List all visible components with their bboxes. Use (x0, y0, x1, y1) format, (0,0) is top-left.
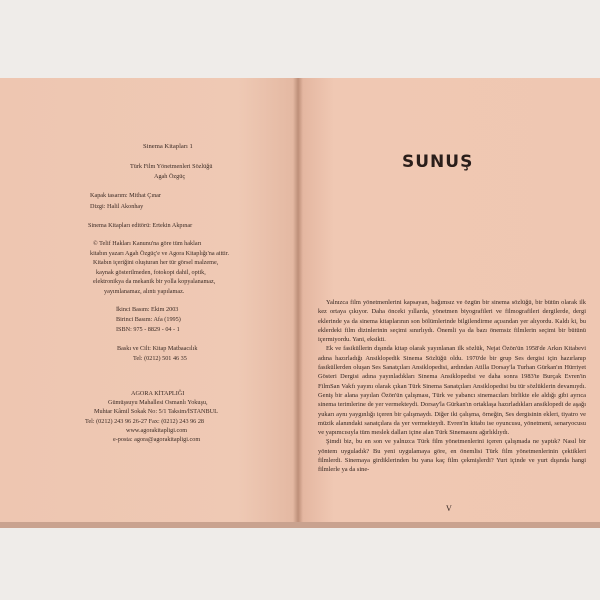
copyright-line: kitabın yazarı Agah Özgüç'e ve Agora Kitaplığı'na aittir. (90, 250, 229, 257)
page-number: V (446, 504, 452, 513)
edition-line: İkinci Basım: Ekim 2003 (116, 306, 179, 313)
print-line: Tel: (0212) 501 46 35 (133, 355, 187, 362)
publisher-address: Muhtar Kâmil Sokak No: 5/1 Taksim/İSTANBUL (94, 408, 218, 415)
cover-credit: Kapak tasarım: Mithat Çınar (90, 192, 161, 199)
book-gutter (293, 78, 303, 524)
edition-line: Birinci Basım: Afa (1995) (116, 316, 181, 323)
publisher-website: www.agorakitapligi.com (126, 427, 188, 434)
publisher-name: AGORA KİTAPLIĞI (131, 390, 185, 397)
paragraph: Şimdi biz, bu en son ve yalnızca Türk film yönetmenlerini içeren çalışmada ne yaptık? Nasıl bir yöntem uyguladık? Bu yeni uygulamaya göre, en önemlisi Türk film yönetmenlerinin çektikleri filmlerdi. Sinemaya girdiklerinden bu yana kaç film çekmişlerdi? Yurt içinde ve yurt dışında hangi filmlerle ya da sine- (318, 438, 586, 474)
paragraph: Yalnızca film yönetmenlerini kapsayan, bağımsız ve özgün bir sinema sözlüğü, bir bütün olarak ilk kez ortaya çıkıyor. Daha önceki yıllarda, yönetmen biyografileri ve filmografileri dergilerde, dergi eklerinde ya da sinema kitaplarının son bölümlerinde bilgilendirme açısından yer alıyordu. Kaldı ki, bu eklerdeki film dizinlerinin seçimi sınırlıydı. Önemli ya da bazı önemsiz filmlerin seçimi bir bütünü içermiyordu. Yani, eksikti. (318, 299, 586, 344)
copyright-line: elektronikya da mekanik bir yolla kopyalanamaz, (93, 278, 216, 285)
publisher-email: e-posta: agora@agorakitapligi.com (113, 436, 201, 443)
isbn: ISBN: 975 - 8829 - 04 - 1 (116, 326, 180, 333)
editor-credit: Sinema Kitapları editörü: Ertekin Akpınar (88, 222, 193, 229)
book-title: Türk Film Yönetmenleri Sözlüğü (130, 163, 213, 170)
publisher-address: Gümüşsuyu Mahallesi Osmanlı Yokuşu, (108, 399, 208, 406)
print-line: Baskı ve Cilt: Kitap Matbaacılık (117, 345, 198, 352)
preface-text (318, 298, 586, 475)
section-heading: SUNUŞ (402, 152, 474, 172)
series-name: Sinema Kitapları 1 (143, 143, 193, 150)
book-author: Agah Özgüç (154, 173, 186, 180)
page-edge (0, 522, 600, 528)
copyright-line: Kitabın içeriğini oluşturan her tür görsel malzeme, (93, 259, 219, 266)
publisher-phone: Tel: (0212) 243 96 26-27 Fax: (0212) 243 96 28 (85, 418, 205, 425)
copyright-line: kaynak gösterilmeden, fotokopi dahil, optik, (96, 269, 206, 276)
copyright-line: © Telif Hakları Kanunu'na göre tüm hakları (93, 240, 202, 247)
paragraph: Ek ve fasiküllerin dışında kitap olarak yayınlanan ilk sözlük, Nejat Özön'ün 1958'de Arkın Kitabevi adına hazırladığı Ansiklopedik Sinema Sözlüğü oldu. 1970'de bir grup Ses dergisi için hazırlanıp fasiküllerden oluşan Ses Sanatçıları Ansiklopedisi, ardından Atilla Dorsay'la Turhan Gürkan'ın Hürriyet Gösteri Dergisi adına yayınladıkları Sinema Ansiklopedisi ve daha sonra 1983'te Burçak Evren'in FilmSan Vakfı yayını olarak çıkan Türk Sinema Sanatçıları Ansiklopedisi bu tür sözlüklerin devamıydı. Geniş bir alana yayılan Özön'ün çalışması, Türk ve yabancı sinemacıları birlikte ele aldığı gibi ayrıca sinema terimlerine de yer vermekteydi. Dorsay'la Gürkan'ın ortaklaşa hazırladıkları ansiklopedi de aşağı yukarı aynı yaygınlığı içeren bir çalışmaydı. Diğer iki çalışma, örneğin, Ses dergisinin ekleri, tiyatro ve müzik alanındaki sanatçılara da yer vermekteydi. Evren'in kitabı ise oyuncusu, yönetmeni, senaryocusu ve yapımcısıyla tüm meslek dalları içine alan Türk Sinemasını ağırlıklıydı. (318, 345, 586, 437)
typesetting-credit: Dizgi: Halil Akonhay (90, 203, 144, 210)
copyright-line: yayımlanamaz, alıntı yapılamaz. (104, 288, 185, 295)
